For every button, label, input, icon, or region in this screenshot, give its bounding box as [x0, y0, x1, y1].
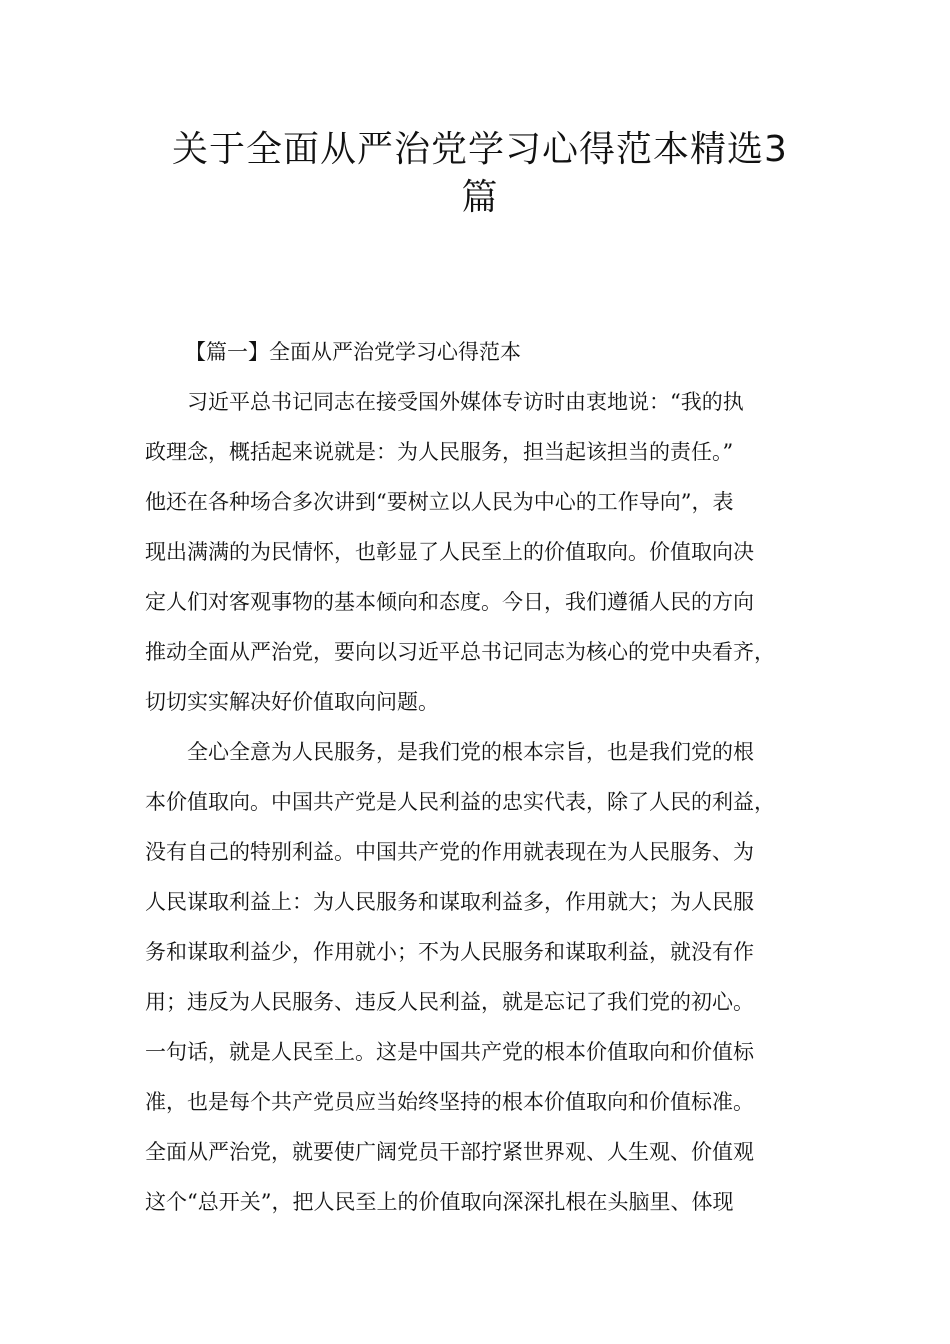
- body-line: 定人们对客观事物的基本倾向和态度。今日，我们遵循人民的方向: [145, 590, 754, 614]
- title-line-1: 关于全面从严治党学习心得范本精选3: [172, 129, 788, 170]
- body-line: 政理念，概括起来说就是：为人民服务，担当起该担当的责任。”: [145, 440, 734, 464]
- body-line: 这个“总开关”，把人民至上的价值取向深深扎根在头脑里、体现: [145, 1190, 734, 1214]
- body-line: 准，也是每个共产党员应当始终坚持的根本价值取向和价值标准。: [145, 1090, 754, 1114]
- body-line: 全心全意为人民服务，是我们党的根本宗旨，也是我们党的根: [187, 740, 754, 764]
- body-line: 人民谋取利益上：为人民服务和谋取利益多，作用就大；为人民服: [145, 890, 754, 914]
- body-line: 切切实实解决好价值取向问题。: [145, 690, 439, 714]
- body-line: 一句话，就是人民至上。这是中国共产党的根本价值取向和价值标: [145, 1040, 754, 1064]
- section-heading: 【篇一】全面从严治党学习心得范本: [185, 340, 521, 364]
- body-line: 现出满满的为民情怀，也彰显了人民至上的价值取向。价值取向决: [145, 540, 754, 564]
- body-line: 本价值取向。中国共产党是人民利益的忠实代表，除了人民的利益，: [145, 790, 775, 814]
- body-line: 务和谋取利益少，作用就小；不为人民服务和谋取利益，就没有作: [145, 940, 754, 964]
- title-line-2: 篇: [461, 177, 499, 218]
- body-line: 推动全面从严治党，要向以习近平总书记同志为核心的党中央看齐，: [145, 640, 775, 664]
- document-title: [120, 126, 840, 222]
- body-line: 用；违反为人民服务、违反人民利益，就是忘记了我们党的初心。: [145, 990, 754, 1014]
- body-line: 全面从严治党，就要使广阔党员干部拧紧世界观、人生观、价值观: [145, 1140, 754, 1164]
- body-line: 他还在各种场合多次讲到“要树立以人民为中心的工作导向”，表: [145, 490, 734, 514]
- body-line: 没有自己的特别利益。中国共产党的作用就表现在为人民服务、为: [145, 840, 754, 864]
- body-line: 习近平总书记同志在接受国外媒体专访时由衷地说：“我的执: [187, 390, 744, 414]
